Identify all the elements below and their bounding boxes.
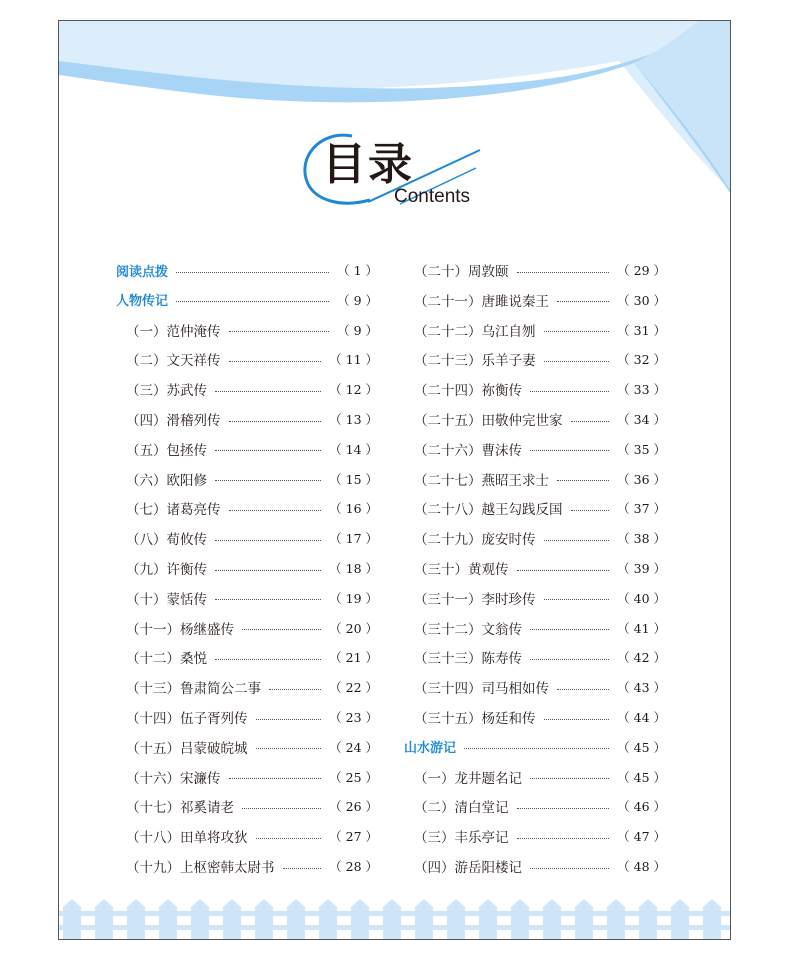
- leader-dots: [176, 272, 329, 273]
- toc-entry-row[interactable]: [126, 467, 378, 491]
- leader-dots: [256, 719, 322, 720]
- toc-section-label: 阅读点拨: [116, 264, 169, 280]
- toc-entry-row[interactable]: [126, 824, 378, 848]
- leader-dots: [517, 808, 610, 809]
- toc-entry-label: （二十）周敦颐: [414, 264, 509, 280]
- toc-entry-row[interactable]: [126, 526, 378, 550]
- toc-entry-row[interactable]: [414, 288, 666, 312]
- leader-dots: [571, 421, 610, 422]
- toc-page-number: （ 12 ）: [329, 382, 378, 398]
- leader-dots: [229, 331, 330, 332]
- toc-entry-label: （一）范仲淹传: [126, 323, 221, 340]
- leader-dots: [215, 450, 321, 451]
- toc-entry-row[interactable]: [414, 705, 666, 729]
- toc-entry-row[interactable]: [414, 645, 666, 669]
- leader-dots: [283, 868, 322, 869]
- toc-page-number: （ 31 ）: [617, 322, 666, 338]
- toc-entry-label: （二十六）曹沫传: [414, 442, 522, 459]
- toc-entry-row[interactable]: [126, 496, 378, 520]
- toc-entry-label: （十六）宋濂传: [126, 770, 221, 787]
- toc-section-label: 山水游记: [404, 741, 457, 757]
- leader-dots: [544, 361, 610, 362]
- toc-entry-row[interactable]: [126, 794, 378, 818]
- toc-entry-row[interactable]: [414, 616, 666, 640]
- title-cn: 目录: [322, 139, 414, 190]
- toc-entry-row[interactable]: [414, 556, 666, 580]
- toc-page-number: （ 36 ）: [617, 471, 666, 487]
- leader-dots: [544, 719, 610, 720]
- toc-page-number: （ 48 ）: [617, 859, 666, 874]
- leader-dots: [557, 689, 609, 690]
- leader-dots: [557, 301, 609, 302]
- toc-page-number: （ 34 ）: [617, 412, 666, 427]
- toc-entry-label: （八）荀攸传: [126, 532, 207, 549]
- toc-page-number: （ 37 ）: [617, 501, 666, 517]
- leader-dots: [215, 570, 321, 571]
- leader-dots: [544, 599, 610, 600]
- toc-entry-label: （七）诸葛亮传: [126, 502, 221, 519]
- leader-dots: [544, 540, 610, 541]
- toc-page-number: （ 9 ）: [337, 292, 378, 308]
- leader-dots: [215, 391, 321, 392]
- leader-dots: [544, 331, 610, 332]
- toc-entry-label: （三）苏武传: [126, 383, 207, 400]
- toc-page-number: （ 25 ）: [329, 769, 378, 785]
- leader-dots: [530, 629, 609, 630]
- toc-page-number: （ 11 ）: [329, 352, 378, 368]
- toc-page-number: （ 21 ）: [329, 650, 378, 666]
- toc-entry-row[interactable]: [414, 675, 666, 699]
- leader-dots: [517, 272, 610, 273]
- toc-page-number: （ 32 ）: [617, 352, 666, 368]
- toc-page-number: （ 43 ）: [617, 680, 666, 696]
- leader-dots: [256, 748, 322, 749]
- toc-page-number: （ 1 ）: [337, 263, 378, 278]
- toc-page-number: （ 46 ）: [617, 799, 666, 815]
- toc-page-number: （ 41 ）: [617, 620, 666, 636]
- toc-page-number: （ 22 ）: [329, 680, 378, 696]
- toc-entry-label: （三）丰乐亭记: [414, 830, 509, 847]
- leader-dots: [229, 510, 322, 511]
- toc-entry-row[interactable]: [126, 645, 378, 669]
- toc-entry-row[interactable]: [414, 586, 666, 610]
- toc-section-row[interactable]: [116, 288, 378, 312]
- toc-entry-row[interactable]: [126, 854, 378, 878]
- toc-entry-label: （十）蒙恬传: [126, 591, 207, 608]
- toc-page-number: （ 42 ）: [617, 650, 666, 666]
- toc-entry-label: （二十四）祢衡传: [414, 383, 522, 400]
- toc-entry-label: （十八）田单将攻狄: [126, 830, 248, 847]
- toc-section-row[interactable]: [116, 258, 378, 282]
- toc-entry-label: （三十四）司马相如传: [414, 681, 549, 698]
- toc-entry-row[interactable]: [414, 496, 666, 520]
- toc-section-label: 人物传记: [116, 294, 169, 310]
- toc-entry-label: （六）欧阳修: [126, 472, 207, 489]
- toc-entry-row[interactable]: [126, 437, 378, 461]
- toc-entry-row[interactable]: [126, 377, 378, 401]
- toc-entry-row[interactable]: [126, 318, 378, 342]
- toc-entry-label: （一）龙井题名记: [414, 770, 522, 787]
- toc-entry-row[interactable]: [414, 437, 666, 461]
- toc-entry-row[interactable]: [414, 765, 666, 789]
- toc-entry-label: （三十三）陈寿传: [414, 651, 522, 668]
- toc-page-number: （ 15 ）: [329, 471, 378, 487]
- toc-page-number: （ 29 ）: [617, 263, 666, 278]
- toc-entry-row[interactable]: [414, 794, 666, 818]
- toc-page-number: （ 45 ）: [617, 769, 666, 785]
- leader-dots: [242, 629, 321, 630]
- toc-page-number: （ 13 ）: [329, 412, 378, 427]
- toc-page-number: （ 14 ）: [329, 441, 378, 457]
- toc-entry-label: （三十一）李时珍传: [414, 591, 536, 608]
- toc-page-number: （ 26 ）: [329, 799, 378, 815]
- toc-entry-row[interactable]: [126, 586, 378, 610]
- toc-entry-row[interactable]: [126, 347, 378, 371]
- leader-dots: [229, 421, 322, 422]
- toc-page-number: （ 39 ）: [617, 561, 666, 576]
- toc-page-number: （ 17 ）: [329, 531, 378, 547]
- toc-entry-label: （九）许衡传: [126, 562, 207, 578]
- leader-dots: [242, 808, 321, 809]
- leader-dots: [571, 510, 610, 511]
- toc-entry-row[interactable]: [126, 735, 378, 759]
- toc-page-number: （ 19 ）: [329, 590, 378, 606]
- toc-entry-label: （二十一）唐雎说秦王: [414, 293, 549, 310]
- toc-entry-label: （二）清白堂记: [414, 800, 509, 817]
- toc-entry-label: （十三）鲁肃简公二事: [126, 681, 261, 698]
- leader-dots: [517, 570, 610, 571]
- leader-dots: [530, 391, 609, 392]
- toc-entry-row[interactable]: [414, 258, 666, 282]
- toc-entry-label: （五）包拯传: [126, 442, 207, 459]
- contents-title: [300, 128, 490, 218]
- toc-page-number: （ 28 ）: [329, 859, 378, 874]
- toc-entry-row[interactable]: [414, 347, 666, 371]
- toc-page-number: （ 35 ）: [617, 441, 666, 457]
- toc-entry-row[interactable]: [414, 318, 666, 342]
- toc-page-number: （ 9 ）: [337, 322, 378, 338]
- leader-dots: [215, 480, 321, 481]
- toc-page-number: （ 47 ）: [617, 829, 666, 845]
- leader-dots: [269, 689, 321, 690]
- toc-entry-label: （四）游岳阳楼记: [414, 860, 522, 876]
- toc-entry-row[interactable]: [126, 765, 378, 789]
- toc-entry-row[interactable]: [126, 556, 378, 580]
- toc-entry-row[interactable]: [126, 705, 378, 729]
- leader-dots: [256, 838, 322, 839]
- toc-entry-label: （三十二）文翁传: [414, 621, 522, 638]
- toc-page-number: （ 45 ）: [617, 739, 666, 755]
- toc-entry-label: （二十二）乌江自刎: [414, 323, 536, 340]
- toc-entry-row[interactable]: [126, 675, 378, 699]
- toc-entry-label: （二）文天祥传: [126, 353, 221, 370]
- toc-entry-row[interactable]: [414, 824, 666, 848]
- toc-entry-row[interactable]: [414, 377, 666, 401]
- toc-page-number: （ 23 ）: [329, 710, 378, 725]
- toc-entry-label: （三十五）杨廷和传: [414, 711, 536, 727]
- toc-entry-label: （十四）伍子胥列传: [126, 711, 248, 727]
- toc-page-number: （ 27 ）: [329, 829, 378, 845]
- toc-entry-label: （二十八）越王勾践反国: [414, 502, 563, 519]
- leader-dots: [530, 450, 609, 451]
- toc-entry-label: （十一）杨继盛传: [126, 621, 234, 638]
- toc-entry-row[interactable]: [126, 407, 378, 431]
- toc-entry-label: （十二）桑悦: [126, 651, 207, 668]
- leader-dots: [215, 599, 321, 600]
- toc-entry-row[interactable]: [126, 616, 378, 640]
- toc-entry-label: （二十五）田敬仲完世家: [414, 413, 563, 429]
- toc-page-number: （ 16 ）: [329, 501, 378, 517]
- toc-entry-label: （四）滑稽列传: [126, 413, 221, 429]
- leader-dots: [215, 659, 321, 660]
- toc-entry-label: （二十七）燕昭王求士: [414, 472, 549, 489]
- leader-dots: [557, 480, 609, 481]
- toc-entry-label: （二十九）庞安时传: [414, 532, 536, 549]
- toc-entry-label: （三十）黄观传: [414, 562, 509, 578]
- toc-section-row[interactable]: [404, 735, 666, 759]
- toc-entry-row[interactable]: [414, 467, 666, 491]
- toc-entry-label: （十五）吕蒙破皖城: [126, 740, 248, 757]
- leader-dots: [530, 778, 609, 779]
- leader-dots: [229, 778, 322, 779]
- leader-dots: [464, 748, 609, 749]
- title-en: Contents: [394, 186, 471, 207]
- toc-entry-label: （二十三）乐羊子妻: [414, 353, 536, 370]
- toc-entry-row[interactable]: [414, 526, 666, 550]
- toc-page-number: （ 24 ）: [329, 739, 378, 755]
- leader-dots: [530, 868, 609, 869]
- leader-dots: [176, 301, 329, 302]
- toc-entry-row[interactable]: [414, 854, 666, 878]
- toc-page-number: （ 44 ）: [617, 710, 666, 725]
- leader-dots: [517, 838, 610, 839]
- leader-dots: [229, 361, 322, 362]
- leader-dots: [215, 540, 321, 541]
- toc-page-number: （ 20 ）: [329, 620, 378, 636]
- toc-entry-row[interactable]: [414, 407, 666, 431]
- leader-dots: [530, 659, 609, 660]
- toc-page-number: （ 30 ）: [617, 292, 666, 308]
- toc-entry-label: （十七）祁奚请老: [126, 800, 234, 817]
- toc-entry-label: （十九）上枢密韩太尉书: [126, 860, 275, 876]
- toc-page-number: （ 38 ）: [617, 531, 666, 547]
- toc-page-number: （ 40 ）: [617, 590, 666, 606]
- fence-decoration: [59, 899, 731, 939]
- toc-page-number: （ 18 ）: [329, 561, 378, 576]
- toc-page-number: （ 33 ）: [617, 382, 666, 398]
